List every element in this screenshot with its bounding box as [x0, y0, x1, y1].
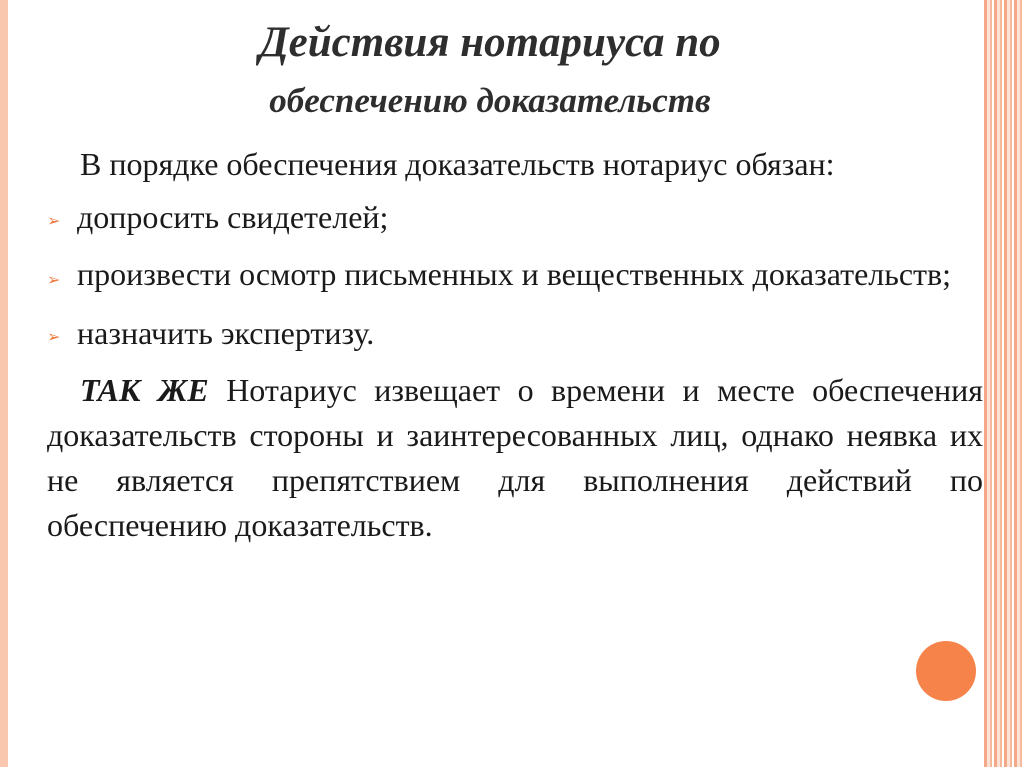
orange-circle-decoration	[916, 641, 976, 701]
arrow-bullet-icon: ➢	[47, 329, 61, 346]
intro-paragraph: В порядке обеспечения доказательств нотариус обязан:	[80, 146, 835, 182]
right-decor-stripes	[984, 0, 1024, 767]
closing-text: Нотариус извещает о времени и месте обеспечения доказательств стороны и заинтересованных лиц, однако неявка их не является препятствием для выполнения действий по обеспечению доказательств.	[47, 372, 984, 543]
bullet-item	[47, 195, 983, 244]
slide-title	[40, 14, 940, 130]
arrow-bullet-icon: ➢	[47, 272, 61, 289]
closing-paragraph	[47, 368, 983, 548]
bullet-item	[47, 311, 983, 360]
left-decor-bar	[0, 0, 8, 767]
bullet-item	[47, 252, 983, 303]
arrow-bullet-icon: ➢	[47, 213, 61, 230]
slide-body	[47, 142, 983, 556]
title-line-2: обеспечению доказательств	[269, 81, 711, 120]
bullet-text: произвести осмотр письменных и вещественных доказательств;	[77, 256, 952, 292]
bullet-text: назначить экспертизу.	[77, 315, 375, 351]
bullet-text: допросить свидетелей;	[77, 199, 389, 235]
closing-lead: ТАК ЖЕ	[80, 372, 209, 408]
title-line-1: Действия нотариуса по	[259, 19, 721, 66]
